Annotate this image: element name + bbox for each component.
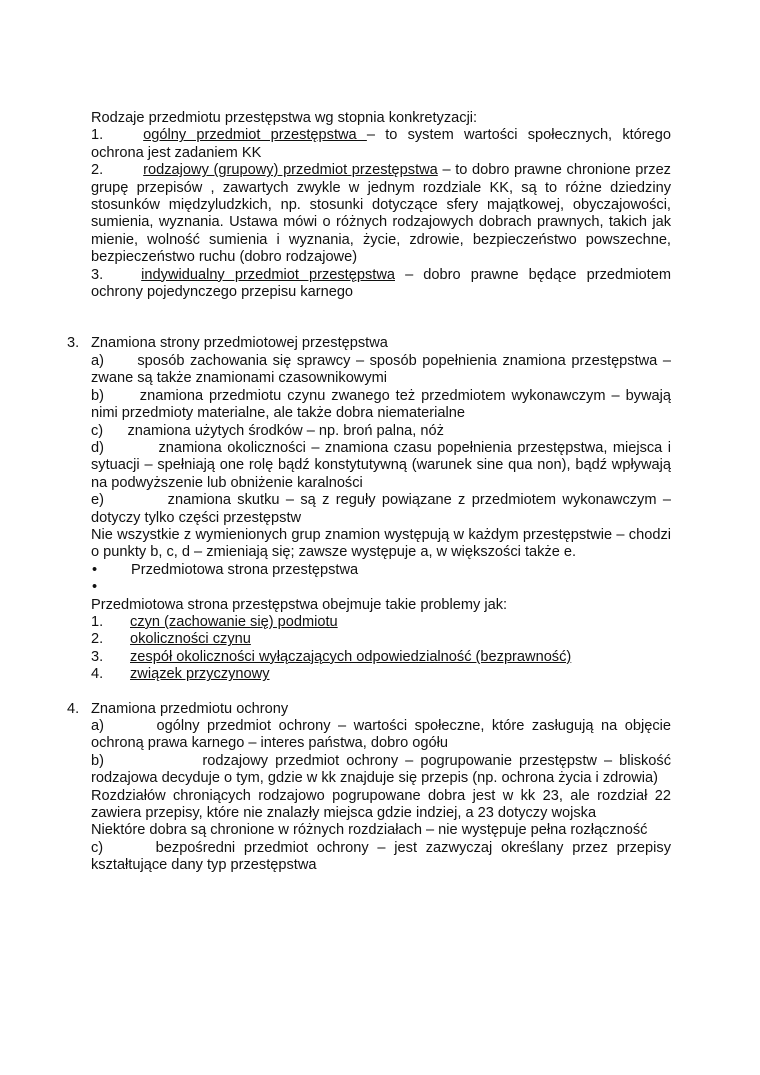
section-number: 4. — [67, 700, 80, 717]
item-text: czyn (zachowanie się) podmiotu — [130, 613, 338, 630]
problem-item-3 — [91, 649, 671, 666]
sec3-point-e: e) znamiona skutku – są z reguły powiązane z przedmiotem wykonawczym – dotyczy tylko części przestępstw — [91, 492, 676, 526]
problem-item-4 — [91, 666, 671, 683]
item-number: 3. — [91, 648, 104, 665]
section-3 — [67, 335, 676, 683]
sec3-point-a: a) sposób zachowania się sprawcy – sposób popełnienia znamiona przestępstwa – zwane są także znamionami czasownikowymi — [91, 352, 676, 387]
sec4-paragraph-1: Rozdziałów chroniących rodzajowo pogrupowane dobra jest w kk 23, ale rozdział 22 zawiera przepisy, które nie znalazły miejsca gdzie indziej, a 23 dotyczy wojska — [91, 787, 671, 822]
section-title: Znamiona strony przedmiotowej przestępstwa — [91, 335, 388, 352]
item-term: rodzajowy (grupowy) przedmiot przestępstwa — [143, 162, 438, 179]
sec3-point-c: c) znamiona użytych środków – np. broń palna, nóż — [91, 422, 444, 439]
item-description: – to system wartości społecznych, którego ochrona jest zadaniem KK — [91, 127, 671, 161]
item-number: 3. — [91, 266, 104, 283]
item-number: 4. — [91, 666, 104, 683]
spacer — [91, 684, 671, 701]
part1-item-3 — [91, 267, 671, 302]
section-4 — [67, 700, 676, 875]
item-number: 1. — [91, 127, 104, 144]
sec4-paragraph-2: Niektóre dobra są chronione w różnych rozdziałach – nie występuje pełna rozłączność — [91, 822, 648, 839]
sec3-point-d: d) znamiona okoliczności – znamiona czasu popełnienia przestępstwa, miejsca i sytuacji – spełniają one rolę bądź konstytutywną (warunek sine qua non), bądź wpływają na podwyższenie lub obniżenie karalności — [91, 439, 676, 491]
item-text: okoliczności czynu — [130, 631, 251, 648]
item-number: 2. — [91, 631, 104, 648]
part1-item-1 — [91, 127, 671, 162]
item-number: 2. — [91, 162, 104, 179]
section-title: Znamiona przedmiotu ochrony — [91, 700, 289, 717]
sec4-point-c: c) bezpośredni przedmiot ochrony – jest zazwyczaj określany przez przepisy kształtujące dany typ przestępstwa — [91, 839, 676, 874]
sec4-point-b: b) rodzajowy przedmiot ochrony – pogrupowanie przestępstw – bliskość rodzajowa decyduje o tym, gdzie w kk znajduje się przepis (np. ochrona życia i zdrowia) — [91, 752, 676, 787]
problem-item-2 — [91, 631, 671, 648]
section-number: 3. — [67, 335, 80, 352]
item-term: indywidualny przedmiot przestępstwa — [141, 266, 395, 283]
sec4-point-a: a) ogólny przedmiot ochrony – wartości społeczne, które zasługują na objęcie ochroną prawa karnego – interes państwa, dobro ogółu — [91, 718, 676, 752]
item-description: – dobro prawne będące przedmiotem ochrony pojedynczego przepisu karnego — [91, 266, 671, 301]
item-description: – to dobro prawne chronione przez grupę przepisów , zawartych zwykle w jednym rozdziale KK, są to różne dziedziny stosunków międzyludzkich, np. stosunki dotyczące sfery majątkowej, obyczajowości, sumienia, wyznania. Ustawa mówi o różnych rodzajowych dobrach prawnych, takich jak mienie, wolność sumienia i wyznania, życie, zdrowie, bezpieczeństwo powszechne, bezpieczeństwo ruchu (dobro rodzajowe) — [91, 162, 671, 266]
sec3-note: Nie wszystkie z wymienionych grup znamion występują w każdym przestępstwie – chodzi o punkty b, c, d – zmieniają się; zawsze występuje a, w większości także e. — [91, 526, 671, 561]
part1-heading: Rodzaje przedmiotu przestępstwa wg stopnia konkretyzacji: — [91, 110, 478, 126]
bullet-item — [91, 562, 671, 579]
part1-item-2 — [91, 162, 671, 266]
bullet-item-empty — [91, 579, 671, 596]
item-text: związek przyczynowy — [130, 666, 270, 683]
bullet-dot: • — [92, 579, 98, 596]
item-number: 1. — [91, 613, 104, 630]
sec3-point-b: b) znamiona przedmiotu czynu zwanego też przedmiotem wykonawczym – bywają nimi przedmioty materialne, ale także dobra niematerialne — [91, 387, 676, 422]
spacer — [91, 301, 671, 335]
problem-item-1 — [91, 614, 671, 631]
bullet-text: Przedmiotowa strona przestępstwa — [131, 561, 359, 578]
sec3-intro: Przedmiotowa strona przestępstwa obejmuje takie problemy jak: — [91, 596, 508, 613]
bullet-dot: • — [92, 561, 98, 578]
item-text: zespół okoliczności wyłączających odpowiedzialność (bezprawność) — [130, 648, 572, 665]
item-term: ogólny przedmiot przestępstwa — [143, 127, 367, 144]
document-body — [67, 110, 676, 875]
